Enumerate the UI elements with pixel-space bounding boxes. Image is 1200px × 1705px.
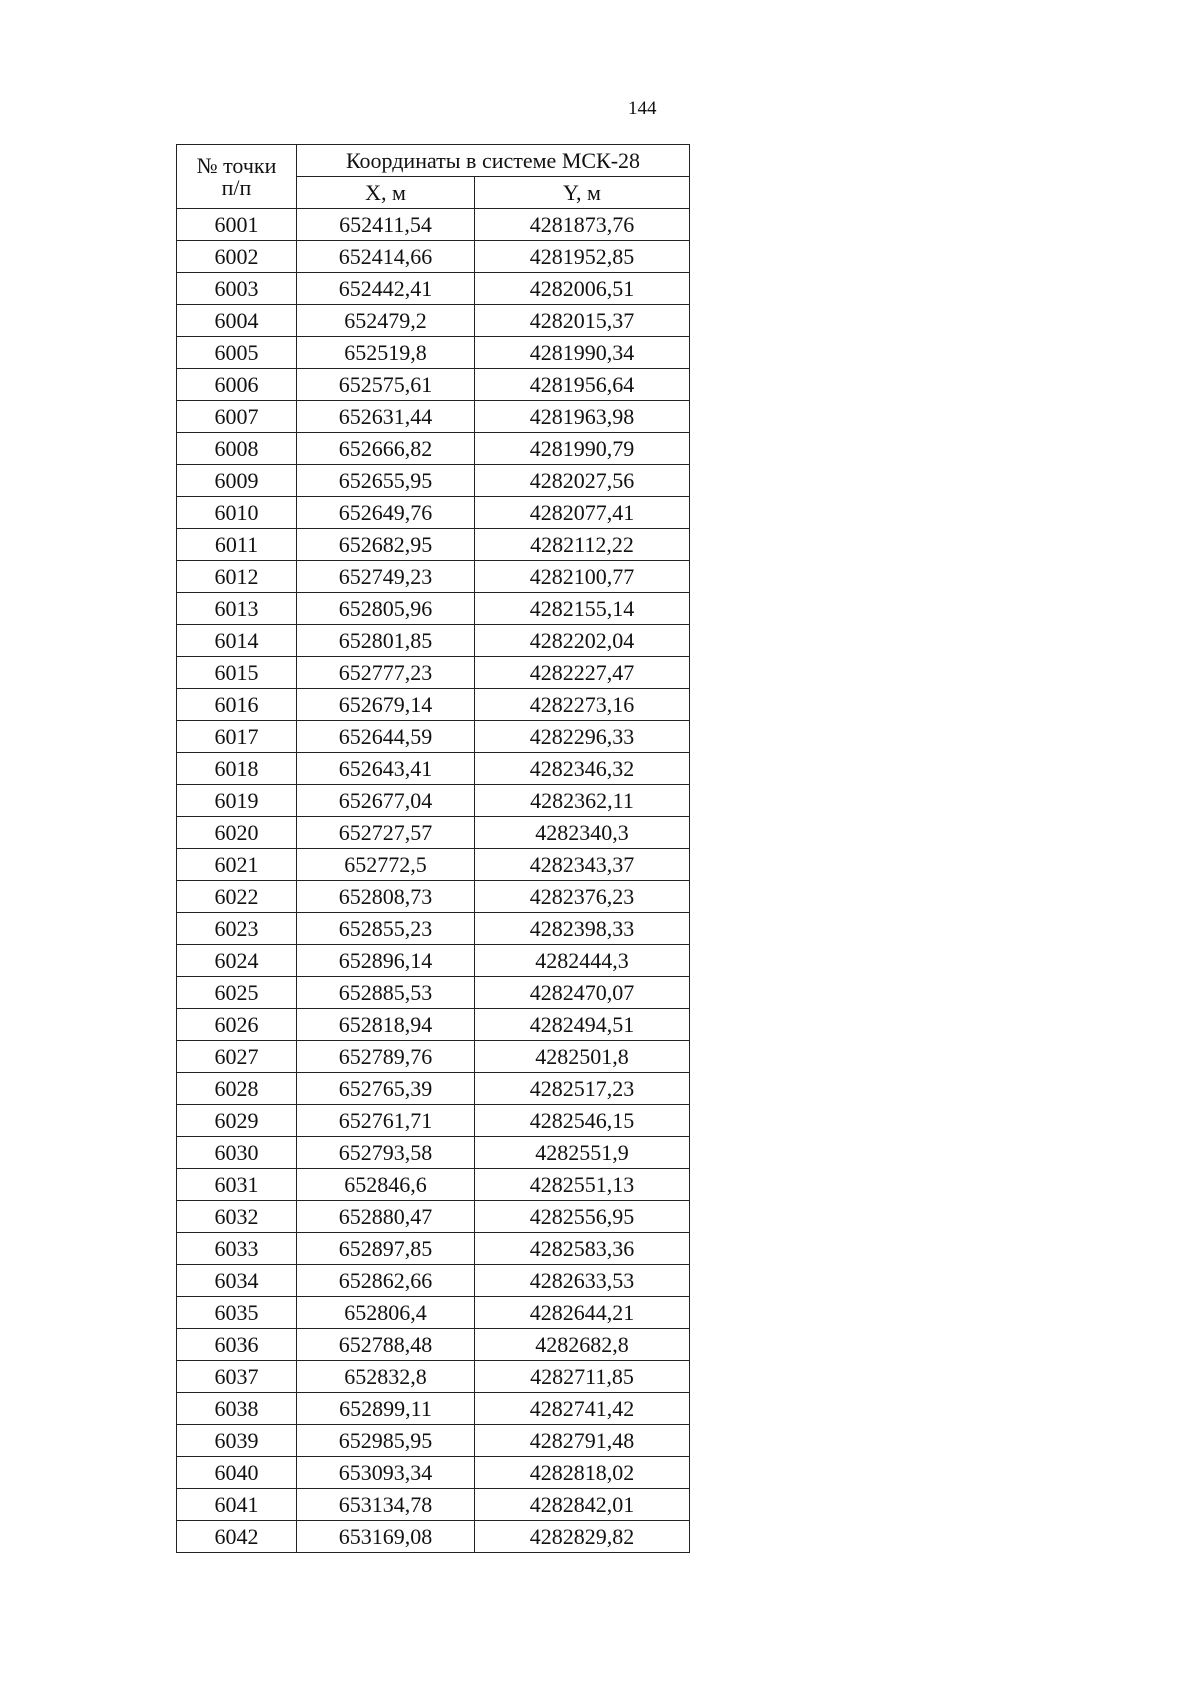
y-coordinate-cell: 4282791,48 (475, 1425, 690, 1457)
table-row (177, 497, 690, 529)
y-coordinate-cell: 4282546,15 (475, 1105, 690, 1137)
point-id-cell: 6036 (177, 1329, 297, 1361)
x-coordinate-cell: 652411,54 (297, 209, 475, 241)
table-row (177, 1233, 690, 1265)
y-coordinate-cell: 4282343,37 (475, 849, 690, 881)
y-coordinate-cell: 4282398,33 (475, 913, 690, 945)
y-coordinate-cell: 4281990,34 (475, 337, 690, 369)
x-coordinate-cell: 652789,76 (297, 1041, 475, 1073)
table-row (177, 1137, 690, 1169)
table-row (177, 1009, 690, 1041)
table-row (177, 913, 690, 945)
point-id-cell: 6018 (177, 753, 297, 785)
y-coordinate-cell: 4282818,02 (475, 1457, 690, 1489)
point-id-cell: 6027 (177, 1041, 297, 1073)
table-row (177, 849, 690, 881)
x-coordinate-cell: 652801,85 (297, 625, 475, 657)
point-id-cell: 6019 (177, 785, 297, 817)
table-row (177, 657, 690, 689)
y-coordinate-cell: 4281956,64 (475, 369, 690, 401)
point-id-cell: 6021 (177, 849, 297, 881)
y-coordinate-cell: 4282682,8 (475, 1329, 690, 1361)
point-id-cell: 6034 (177, 1265, 297, 1297)
header-point-number (177, 145, 297, 209)
y-coordinate-cell: 4282633,53 (475, 1265, 690, 1297)
y-coordinate-cell: 4282362,11 (475, 785, 690, 817)
table-row (177, 1265, 690, 1297)
y-coordinate-cell: 4282644,21 (475, 1297, 690, 1329)
x-coordinate-cell: 652885,53 (297, 977, 475, 1009)
table-row (177, 625, 690, 657)
y-coordinate-cell: 4282494,51 (475, 1009, 690, 1041)
point-id-cell: 6009 (177, 465, 297, 497)
table-row (177, 369, 690, 401)
x-coordinate-cell: 652575,61 (297, 369, 475, 401)
point-id-cell: 6004 (177, 305, 297, 337)
point-id-cell: 6030 (177, 1137, 297, 1169)
point-id-cell: 6040 (177, 1457, 297, 1489)
x-coordinate-cell: 652631,44 (297, 401, 475, 433)
x-coordinate-cell: 652897,85 (297, 1233, 475, 1265)
point-id-cell: 6042 (177, 1521, 297, 1553)
x-coordinate-cell: 652818,94 (297, 1009, 475, 1041)
x-coordinate-cell: 652805,96 (297, 593, 475, 625)
table-row (177, 881, 690, 913)
y-coordinate-cell: 4282006,51 (475, 273, 690, 305)
x-coordinate-cell: 652765,39 (297, 1073, 475, 1105)
point-id-cell: 6017 (177, 721, 297, 753)
point-id-cell: 6039 (177, 1425, 297, 1457)
table-row (177, 977, 690, 1009)
header-point-line2: п/п (221, 174, 252, 200)
point-id-cell: 6015 (177, 657, 297, 689)
table-row (177, 1329, 690, 1361)
y-coordinate-cell: 4282112,22 (475, 529, 690, 561)
x-coordinate-cell: 652899,11 (297, 1393, 475, 1425)
x-coordinate-cell: 652985,95 (297, 1425, 475, 1457)
x-coordinate-cell: 652777,23 (297, 657, 475, 689)
x-coordinate-cell: 653093,34 (297, 1457, 475, 1489)
table-row (177, 785, 690, 817)
x-coordinate-cell: 652442,41 (297, 273, 475, 305)
y-coordinate-cell: 4281873,76 (475, 209, 690, 241)
x-coordinate-cell: 652677,04 (297, 785, 475, 817)
point-id-cell: 6007 (177, 401, 297, 433)
x-coordinate-cell: 652666,82 (297, 433, 475, 465)
y-coordinate-cell: 4282551,9 (475, 1137, 690, 1169)
x-coordinate-cell: 652761,71 (297, 1105, 475, 1137)
point-id-cell: 6037 (177, 1361, 297, 1393)
coordinates-table (176, 144, 690, 1553)
x-coordinate-cell: 652793,58 (297, 1137, 475, 1169)
point-id-cell: 6016 (177, 689, 297, 721)
point-id-cell: 6025 (177, 977, 297, 1009)
point-id-cell: 6026 (177, 1009, 297, 1041)
table-row (177, 1201, 690, 1233)
point-id-cell: 6005 (177, 337, 297, 369)
x-coordinate-cell: 652644,59 (297, 721, 475, 753)
x-coordinate-cell: 652862,66 (297, 1265, 475, 1297)
point-id-cell: 6013 (177, 593, 297, 625)
x-coordinate-cell: 653169,08 (297, 1521, 475, 1553)
y-coordinate-cell: 4282027,56 (475, 465, 690, 497)
y-coordinate-cell: 4282296,33 (475, 721, 690, 753)
point-id-cell: 6028 (177, 1073, 297, 1105)
x-coordinate-cell: 652896,14 (297, 945, 475, 977)
y-coordinate-cell: 4282100,77 (475, 561, 690, 593)
y-coordinate-cell: 4281963,98 (475, 401, 690, 433)
y-coordinate-cell: 4282501,8 (475, 1041, 690, 1073)
table-row (177, 1521, 690, 1553)
point-id-cell: 6035 (177, 1297, 297, 1329)
x-coordinate-cell: 652643,41 (297, 753, 475, 785)
x-coordinate-cell: 652749,23 (297, 561, 475, 593)
table-row (177, 209, 690, 241)
y-coordinate-cell: 4282551,13 (475, 1169, 690, 1201)
point-id-cell: 6010 (177, 497, 297, 529)
y-coordinate-cell: 4282711,85 (475, 1361, 690, 1393)
y-coordinate-cell: 4282346,32 (475, 753, 690, 785)
x-coordinate-cell: 652519,8 (297, 337, 475, 369)
y-coordinate-cell: 4282829,82 (475, 1521, 690, 1553)
point-id-cell: 6031 (177, 1169, 297, 1201)
x-coordinate-cell: 652880,47 (297, 1201, 475, 1233)
x-coordinate-cell: 652772,5 (297, 849, 475, 881)
table-row (177, 817, 690, 849)
point-id-cell: 6014 (177, 625, 297, 657)
point-id-cell: 6006 (177, 369, 297, 401)
y-coordinate-cell: 4282444,3 (475, 945, 690, 977)
table-row (177, 721, 690, 753)
table-row (177, 433, 690, 465)
x-coordinate-cell: 652808,73 (297, 881, 475, 913)
point-id-cell: 6033 (177, 1233, 297, 1265)
table-row (177, 1489, 690, 1521)
x-coordinate-cell: 652649,76 (297, 497, 475, 529)
y-coordinate-cell: 4282202,04 (475, 625, 690, 657)
y-coordinate-cell: 4282227,47 (475, 657, 690, 689)
table-row (177, 1105, 690, 1137)
y-coordinate-cell: 4282376,23 (475, 881, 690, 913)
y-coordinate-cell: 4282583,36 (475, 1233, 690, 1265)
table-row (177, 273, 690, 305)
header-x: X, м (297, 177, 475, 209)
point-id-cell: 6032 (177, 1201, 297, 1233)
point-id-cell: 6029 (177, 1105, 297, 1137)
table-row (177, 465, 690, 497)
point-id-cell: 6011 (177, 529, 297, 561)
x-coordinate-cell: 653134,78 (297, 1489, 475, 1521)
point-id-cell: 6041 (177, 1489, 297, 1521)
x-coordinate-cell: 652855,23 (297, 913, 475, 945)
y-coordinate-cell: 4282077,41 (475, 497, 690, 529)
table-body (177, 209, 690, 1553)
y-coordinate-cell: 4282842,01 (475, 1489, 690, 1521)
header-coordinates: Координаты в системе МСК-28 (297, 145, 690, 177)
page-number: 144 (628, 98, 657, 119)
table-row (177, 689, 690, 721)
point-id-cell: 6012 (177, 561, 297, 593)
x-coordinate-cell: 652846,6 (297, 1169, 475, 1201)
y-coordinate-cell: 4282340,3 (475, 817, 690, 849)
table-row (177, 401, 690, 433)
point-id-cell: 6020 (177, 817, 297, 849)
point-id-cell: 6024 (177, 945, 297, 977)
table-row (177, 1361, 690, 1393)
point-id-cell: 6003 (177, 273, 297, 305)
table-row (177, 945, 690, 977)
header-y: Y, м (475, 177, 690, 209)
x-coordinate-cell: 652806,4 (297, 1297, 475, 1329)
x-coordinate-cell: 652414,66 (297, 241, 475, 273)
table-row (177, 241, 690, 273)
table-row (177, 1393, 690, 1425)
y-coordinate-cell: 4282155,14 (475, 593, 690, 625)
point-id-cell: 6023 (177, 913, 297, 945)
y-coordinate-cell: 4282273,16 (475, 689, 690, 721)
header-point-line1: № точки (196, 152, 277, 178)
x-coordinate-cell: 652679,14 (297, 689, 475, 721)
x-coordinate-cell: 652479,2 (297, 305, 475, 337)
y-coordinate-cell: 4281990,79 (475, 433, 690, 465)
table-row (177, 305, 690, 337)
y-coordinate-cell: 4281952,85 (475, 241, 690, 273)
x-coordinate-cell: 652682,95 (297, 529, 475, 561)
y-coordinate-cell: 4282741,42 (475, 1393, 690, 1425)
table-row (177, 1073, 690, 1105)
table-row (177, 753, 690, 785)
x-coordinate-cell: 652832,8 (297, 1361, 475, 1393)
point-id-cell: 6008 (177, 433, 297, 465)
point-id-cell: 6002 (177, 241, 297, 273)
point-id-cell: 6038 (177, 1393, 297, 1425)
table-row (177, 561, 690, 593)
table-row (177, 337, 690, 369)
point-id-cell: 6001 (177, 209, 297, 241)
point-id-cell: 6022 (177, 881, 297, 913)
table-row (177, 1041, 690, 1073)
y-coordinate-cell: 4282470,07 (475, 977, 690, 1009)
x-coordinate-cell: 652727,57 (297, 817, 475, 849)
y-coordinate-cell: 4282556,95 (475, 1201, 690, 1233)
table-row (177, 529, 690, 561)
table-row (177, 1297, 690, 1329)
y-coordinate-cell: 4282517,23 (475, 1073, 690, 1105)
x-coordinate-cell: 652655,95 (297, 465, 475, 497)
table-row (177, 1425, 690, 1457)
y-coordinate-cell: 4282015,37 (475, 305, 690, 337)
table-row (177, 593, 690, 625)
table-row (177, 1457, 690, 1489)
x-coordinate-cell: 652788,48 (297, 1329, 475, 1361)
table-row (177, 1169, 690, 1201)
table-header (177, 145, 690, 209)
